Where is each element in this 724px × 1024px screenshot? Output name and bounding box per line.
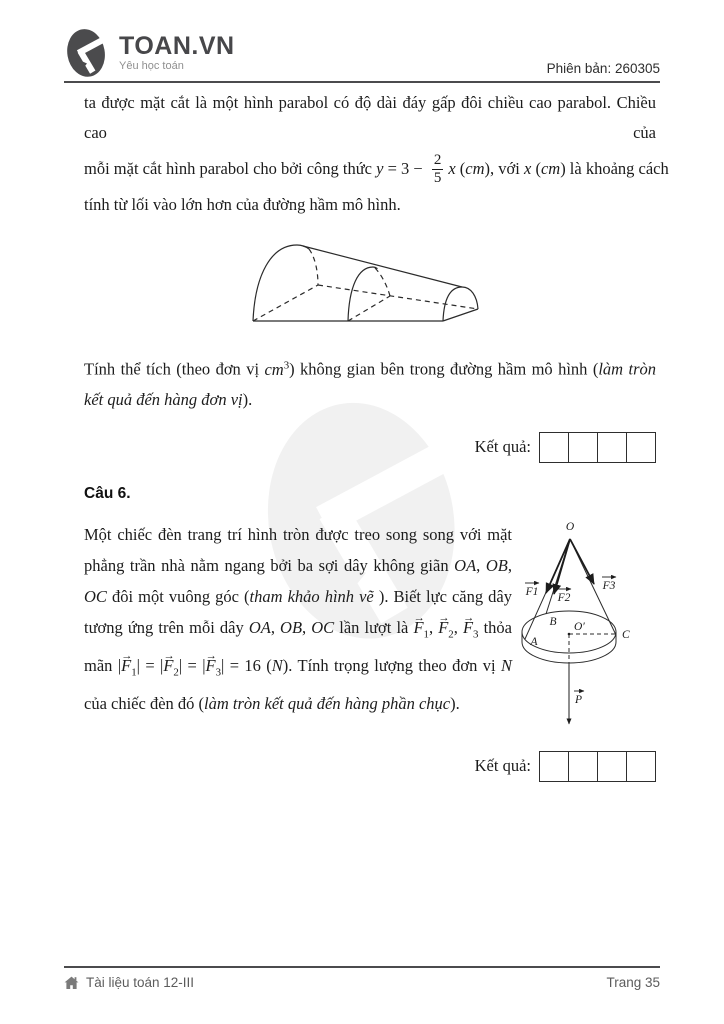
toanvn-logo-icon — [64, 26, 110, 78]
label-A: A — [530, 635, 538, 648]
answer-cell — [626, 751, 656, 782]
label-F2: F2 — [557, 591, 571, 604]
answer-cell — [539, 432, 569, 463]
label-P: P — [575, 693, 583, 706]
intro-line-2 — [84, 148, 669, 190]
lamp-drawing — [506, 517, 658, 733]
label-C: C — [622, 628, 630, 641]
fraction-denominator: 5 — [433, 169, 442, 186]
label-F1: F1 — [525, 585, 539, 598]
footer-left — [64, 975, 194, 990]
q6-result-label: Kết quả: — [474, 756, 531, 775]
label-F3: F3 — [602, 579, 616, 592]
logo-tagline: Yêu học toán — [119, 59, 184, 72]
formula-prefix: mỗi mặt cắt hình parabol cho bởi công thức y = 3 − — [84, 159, 427, 178]
header-divider — [64, 81, 660, 83]
page-number: Trang 35 — [606, 975, 660, 990]
page-content — [84, 88, 669, 782]
intro-line-1: ta được mặt cắt là một hình parabol có độ dài đáy gấp đôi chiều cao parabol. Chiều cao của — [84, 93, 656, 142]
answer-cell — [568, 432, 598, 463]
q6-answer-boxes — [540, 751, 656, 782]
intro-paragraph — [84, 88, 669, 220]
home-icon — [64, 976, 79, 990]
logo-text — [119, 33, 235, 72]
q6-result-row — [84, 751, 656, 782]
intro-line-3: tính từ lối vào lớn hơn của đường hầm mô hình. — [84, 195, 401, 214]
answer-cell — [539, 751, 569, 782]
answer-cell — [626, 432, 656, 463]
q5-task-paragraph: Tính thể tích (theo đơn vị $cm^3$) không gian bên trong đường hầm mô hình (làm tròn kết quả đến hàng đơn vị). — [84, 359, 656, 409]
page-footer — [64, 975, 660, 990]
q5-answer-boxes — [540, 432, 656, 463]
logo-title: TOAN.VN — [119, 31, 235, 60]
label-B: B — [549, 615, 557, 628]
q6-body: Một chiếc đèn trang trí hình tròn được treo song song với mặt phẳng trần nhà nằm ngang bởi ba sợi dây không giãn OA, OB, OC đôi một vuông góc (tham khảo hình vẽ ). Biết lực căng dây tương ứng trên mỗi dây OA, OB, OC lần lượt là → $F_1$, → $F_2$, → $F_3$ thỏa mãn |→ $F_1|$ = |→ $F_2|$ = |→ $F_3| = 16$ (N). Tính trọng lượng theo đơn vị N của chiếc đèn đó (làm tròn kết quả đến hàng phần chục). — [84, 519, 512, 737]
label-O-prime: O′ — [574, 620, 585, 633]
answer-cell — [597, 432, 627, 463]
doc-title: Tài liệu toán 12-III — [86, 975, 195, 990]
answer-cell — [568, 751, 598, 782]
answer-cell — [597, 751, 627, 782]
version-label: Phiên bản: 260305 — [546, 61, 660, 76]
q5-result-label: Kết quả: — [474, 437, 531, 456]
lamp-figure — [512, 519, 656, 737]
toanvn-logo — [64, 26, 235, 78]
fraction-two-fifths — [432, 152, 444, 187]
q6-title: Câu 6. — [84, 484, 131, 502]
q6-section — [84, 519, 656, 737]
label-O: O — [565, 520, 575, 533]
page-header — [64, 22, 660, 78]
q5-result-row — [84, 432, 656, 463]
tunnel-drawing — [235, 233, 505, 333]
tunnel-figure — [235, 233, 505, 338]
formula-suffix: x (cm), với x (cm) là khoảng cách — [448, 159, 669, 178]
fraction-numerator: 2 — [433, 151, 442, 168]
footer-divider — [64, 966, 660, 968]
